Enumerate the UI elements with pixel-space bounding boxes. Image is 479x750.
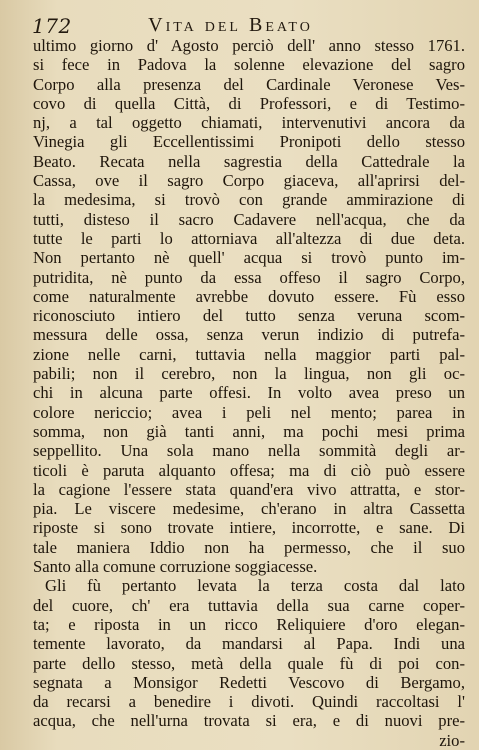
text-line: riconosciuto intiero del tutto senza veruna scom- bbox=[33, 306, 465, 326]
paragraph-1 bbox=[33, 36, 465, 576]
paragraph-2 bbox=[33, 576, 465, 730]
text-line: la cagione l'essere stata quand'era vivo attratta, e stor- bbox=[33, 479, 465, 499]
text-line: temente lavorato, da mandarsi al Papa. Indi una bbox=[33, 634, 465, 654]
text-line: covo di quella Città, di Professori, e di Testimo- bbox=[33, 93, 465, 113]
body-text bbox=[33, 36, 465, 750]
text-line: putridita, nè punto da essa offeso il sagro Corpo, bbox=[33, 267, 465, 287]
text-line: ticoli è paruta alquanto offesa; ma di ciò può essere bbox=[33, 460, 465, 480]
page-number: 172 bbox=[32, 14, 72, 38]
catchword: zio- bbox=[439, 730, 465, 750]
text-line: tale maniera Iddio non ha permesso, che il suo bbox=[33, 537, 465, 557]
text-line: pabili; non il cerebro, non la lingua, non gli oc- bbox=[33, 364, 465, 384]
text-line: pia. Le viscere medesime, ch'erano in altra Cassetta bbox=[33, 499, 465, 519]
text-line: Cassa, ove il sagro Corpo giaceva, all'aprirsi del- bbox=[33, 171, 465, 191]
text-line: tutte le parti lo attorniava all'altezza di due deta. bbox=[33, 228, 465, 248]
text-line: la medesima, si trovò con grande ammirazione di bbox=[33, 190, 465, 210]
text-line: Gli fù pertanto levata la terza costa dal lato bbox=[45, 576, 465, 596]
text-line: acqua, che nell'urna trovata si era, e di nuovi pre- bbox=[33, 711, 465, 731]
text-line: Corpo alla presenza del Cardinale Veronese Ves- bbox=[33, 74, 465, 94]
text-line: del cuore, ch' era tuttavia della sua carne coper- bbox=[33, 595, 465, 615]
text-line: chi in alcuna parte offesi. In volto avea preso un bbox=[33, 383, 465, 403]
text-line: tutti, disteso il sacro Cadavere nell'acqua, che da bbox=[33, 209, 465, 229]
text-line: colore nericcio; avea i peli nel mento; parea in bbox=[33, 402, 465, 422]
text-line: nj, a tal oggetto chiamati, intervenutivi ancora da bbox=[33, 113, 465, 133]
text-line: si fece in Padova la solenne elevazione del sagro bbox=[33, 55, 465, 75]
text-line: parte dello stesso, metà della quale fù di poi con- bbox=[33, 653, 465, 673]
text-line: Beato. Recata nella sagrestia della Cattedrale la bbox=[33, 151, 465, 171]
text-line: zione nelle carni, tuttavia nella maggior parti pal- bbox=[33, 344, 465, 364]
text-line: Non pertanto nè quell' acqua si trovò punto im- bbox=[33, 248, 465, 268]
text-line: Santo alla comune corruzione soggiacesse. bbox=[33, 557, 318, 577]
text-line: messura delle ossa, senza verun indizio di putrefa- bbox=[33, 325, 465, 345]
running-head: Vita del Beato bbox=[148, 14, 313, 36]
text-line: come naturalmente avrebbe dovuto essere. Fù esso bbox=[33, 286, 465, 306]
text-line: riposte si sono trovate intiere, incorrotte, e sane. Di bbox=[33, 518, 465, 538]
text-line: somma, non già tanti anni, ma pochi mesi prima bbox=[33, 421, 465, 441]
text-line: da recarsi a benedire i divoti. Quindi raccoltasi l' bbox=[33, 692, 465, 712]
text-line: Vinegia gli Eccellentissimi Pronipoti dello stesso bbox=[33, 132, 465, 152]
text-line: segnata a Monsigor Redetti Vescovo di Bergamo, bbox=[33, 672, 465, 692]
text-line: ultimo giorno d' Agosto perciò dell' anno stesso 1761. bbox=[33, 36, 465, 55]
text-line: ta; e riposta in un ricco Reliquiere d'oro elegan- bbox=[33, 614, 465, 634]
text-line: seppellito. Una sola mano nella sommità degli ar- bbox=[33, 441, 465, 461]
